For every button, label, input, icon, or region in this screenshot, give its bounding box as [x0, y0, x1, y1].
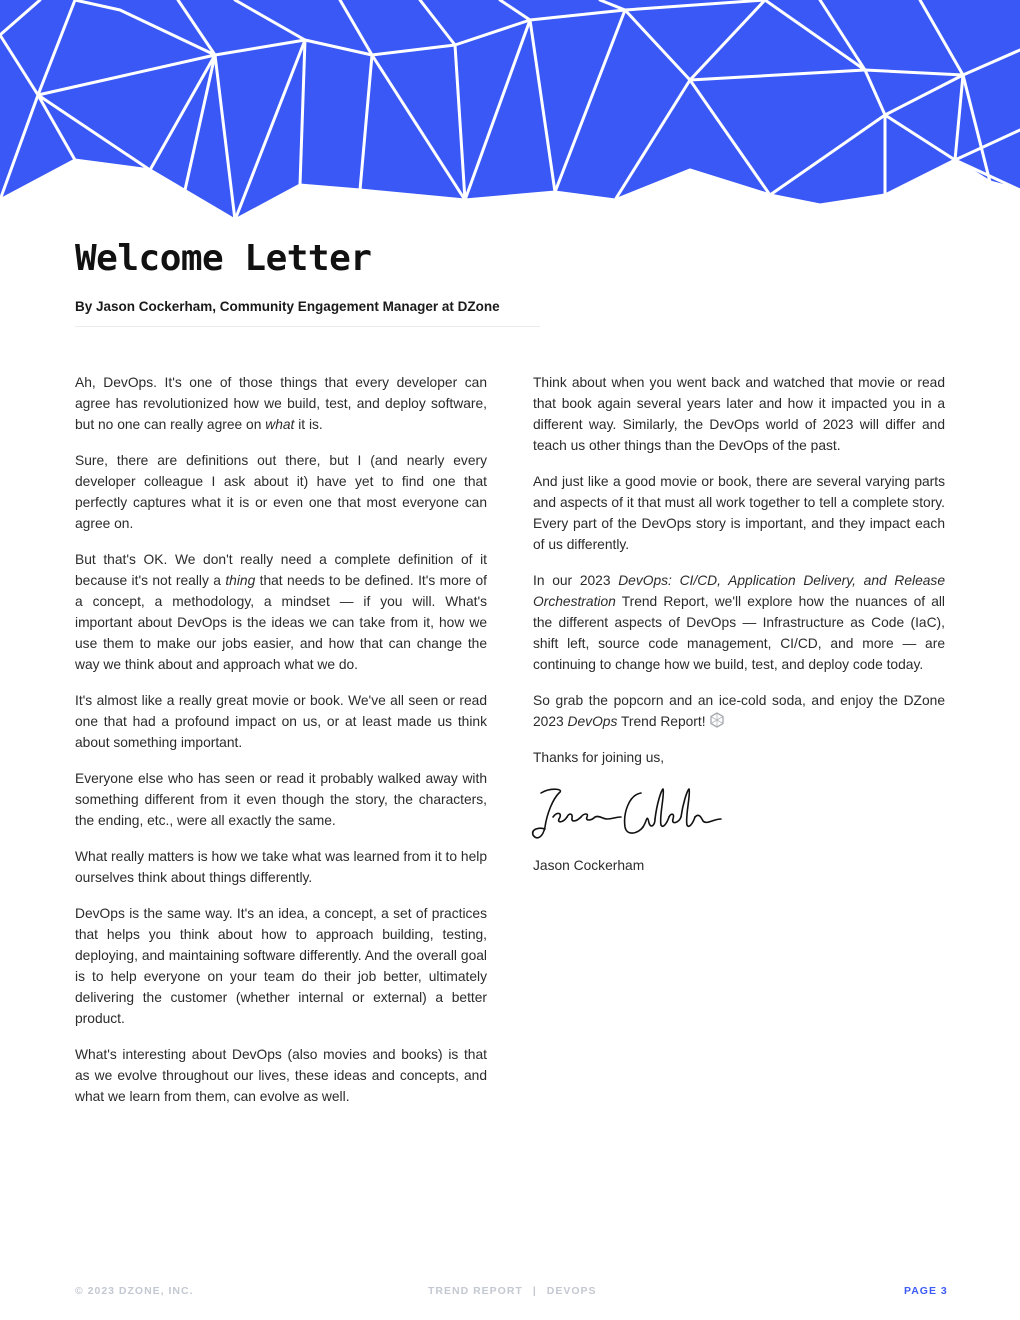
footer-report: TREND REPORT — [428, 1285, 523, 1297]
closing-line: Thanks for joining us, — [533, 750, 665, 765]
header-banner — [0, 0, 1020, 225]
signer-name: Jason Cockerham — [533, 858, 645, 873]
footer-separator: | — [532, 1285, 537, 1297]
paragraph: It's almost like a really great movie or book. We've all seen or read one that had a profound impact on us, or at least made us think about something important. — [75, 693, 487, 750]
paragraph: But that's OK. We don't really need a complete definition of it because it's not really a thing that needs to be defined. It's more of a concept, a methodology, a mindset — if you will. What's important about DevOps is the ideas we can take from it, how we use them to make our jobs easier, and how that can change the way we think about and approach what we do. — [75, 552, 487, 672]
paragraph: What's interesting about DevOps (also movies and books) is that as we evolve throughout our lives, these ideas and concepts, and what we learn from them, can evolve as well. — [75, 1047, 487, 1104]
paragraph: Sure, there are definitions out there, but I (and nearly every developer colleague I ask about it) have yet to find one that perfectly captures what it is or even one that most everyone can agree on. — [75, 453, 487, 531]
footer-copyright: © 2023 DZONE, INC. — [75, 1285, 194, 1297]
paragraph: And just like a good movie or book, there are several varying parts and aspects of it that must all work together to tell a complete story. Every part of the DevOps story is important, and they impact each of us differently. — [533, 474, 945, 552]
page-number: PAGE 3 — [904, 1285, 948, 1297]
paragraph: DevOps is the same way. It's an idea, a concept, a set of practices that helps you think about how to approach building, testing, deploying, and maintaining software differently. And the overall goal is to help everyone on your team do their job better, ultimately delivering the customer (whether internal or external) a better product. — [75, 906, 487, 1026]
paragraph: What really matters is how we take what was learned from it to help ourselves think about things differently. — [75, 849, 487, 885]
left-column — [75, 372, 487, 1122]
paragraph: Ah, DevOps. It's one of those things that every developer can agree has revolutionized how we build, test, and deploy software, but no one can really agree on what it is. — [75, 375, 487, 432]
footer-topic: DEVOPS — [546, 1285, 597, 1297]
footer-report-label — [428, 1285, 597, 1297]
author-byline: By Jason Cockerham, Community Engagement Manager at DZone — [75, 299, 540, 327]
paragraph: Everyone else who has seen or read it probably walked away with something different from it even though the story, the characters, the ending, etc., were all exactly the same. — [75, 771, 487, 828]
paragraph: Think about when you went back and watched that movie or read that book again several years later and how it impacted you in a different way. Similarly, the DevOps world of 2023 will differ and teach us other things than the DevOps of the past. — [533, 375, 945, 453]
paragraph: So grab the popcorn and an ice-cold soda, and enjoy the DZone 2023 DevOps Trend Report! — [533, 693, 945, 729]
right-column — [533, 372, 945, 891]
page-title: Welcome Letter — [75, 238, 372, 279]
paragraph: In our 2023 DevOps: CI/CD, Application Delivery, and Release Orchestration Trend Report, we'll explore how the nuances of all the different aspects of DevOps — Infrastructure as Code (IaC), shift left, source code management, CI/CD, and more — are continuing to change how we build, test, and deploy code today. — [533, 573, 945, 672]
handwritten-signature — [529, 783, 724, 849]
dzone-hexagon-icon — [709, 712, 725, 728]
